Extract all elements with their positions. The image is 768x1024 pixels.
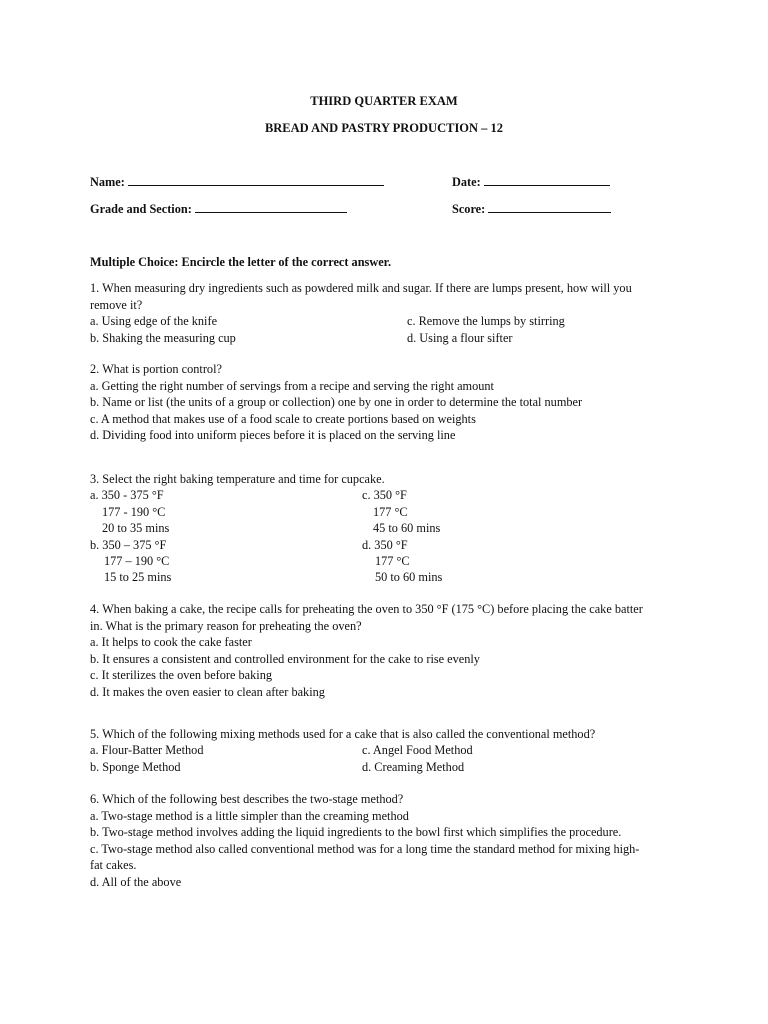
q3-option-b-time: 15 to 25 mins [104,570,172,584]
q3-option-c-time: 45 to 60 mins [373,521,441,535]
q5-option-b: b. Sponge Method [90,760,181,774]
question-5-text: 5. Which of the following mixing methods used for a cake that is also called the conventional method? [90,727,596,741]
instructions: Multiple Choice: Encircle the letter of the correct answer. [90,255,392,269]
question-1-text-line1: 1. When measuring dry ingredients such as powdered milk and sugar. If there are lumps present, how will you [90,281,632,295]
score-field [452,202,611,217]
q4-option-a: a. It helps to cook the cake faster [90,635,252,649]
q6-option-d: d. All of the above [90,874,182,889]
question-1-text-line2: remove it? [90,297,143,312]
q3-option-a-fahrenheit: a. 350 - 375 °F [90,488,164,502]
q1-option-c: c. Remove the lumps by stirring [407,314,565,328]
q5-option-c: c. Angel Food Method [362,743,473,757]
question-1 [90,280,690,313]
question-4-text-line2: in. What is the primary reason for preheating the oven? [90,618,362,633]
exam-title: THIRD QUARTER EXAM [310,94,458,108]
question-3-text: 3. Select the right baking temperature and time for cupcake. [90,472,385,486]
score-label: Score: [452,202,486,216]
q3-option-a-celsius: 177 - 190 °C [102,505,166,519]
q3-option-a-time: 20 to 35 mins [102,521,170,535]
q4-option-c: c. It sterilizes the oven before baking [90,668,272,682]
score-blank [488,202,611,213]
date-field [452,175,610,190]
q6-option-b: b. Two-stage method involves adding the liquid ingredients to the bowl first which simplifies the procedure. [90,825,622,839]
name-field [90,175,384,190]
q5-option-a: a. Flour-Batter Method [90,743,204,757]
grade-section-blank [195,202,347,213]
q2-option-c: c. A method that makes use of a food scale to create portions based on weights [90,411,476,426]
name-label: Name: [90,175,125,189]
q3-option-b-celsius: 177 – 190 °C [104,554,170,568]
q6-option-c-line1: c. Two-stage method also called conventional method was for a long time the standard method for mixing high- [90,841,640,856]
q1-option-b: b. Shaking the measuring cup [90,331,236,345]
q6-option-a: a. Two-stage method is a little simpler than the creaming method [90,808,409,823]
q3-option-c-celsius: 177 °C [373,505,408,519]
q3-option-d-celsius: 177 °C [375,554,410,568]
question-2-text: 2. What is portion control? [90,362,222,376]
q3-option-b-fahrenheit: b. 350 – 375 °F [90,538,167,552]
q2-option-b: b. Name or list (the units of a group or collection) one by one in order to determine the total number [90,395,583,409]
q4-option-d: d. It makes the oven easier to clean after baking [90,684,325,699]
question-6-text: 6. Which of the following best describes the two-stage method? [90,792,404,806]
grade-section-label: Grade and Section: [90,202,192,216]
q2-option-a: a. Getting the right number of servings from a recipe and serving the right amount [90,378,494,393]
exam-subject: BREAD AND PASTRY PRODUCTION – 12 [264,121,504,135]
question-4-text-line1: 4. When baking a cake, the recipe calls for preheating the oven to 350 °F (175 °C) before placing the cake batter [90,602,643,616]
q5-option-d: d. Creaming Method [362,760,465,774]
q2-option-d: d. Dividing food into uniform pieces before it is placed on the serving line [90,428,456,442]
q3-option-d-fahrenheit: d. 350 °F [362,538,408,552]
question-4 [90,601,690,700]
question-6 [90,791,690,890]
q3-option-c-fahrenheit: c. 350 °F [362,488,407,502]
q1-option-a: a. Using edge of the knife [90,314,218,328]
q4-option-b: b. It ensures a consistent and controlled environment for the cake to rise evenly [90,651,480,666]
date-blank [484,175,610,186]
date-label: Date: [452,175,481,189]
question-2 [90,361,690,444]
q6-option-c-line2: fat cakes. [90,858,137,872]
grade-section-field [90,202,347,217]
name-blank [128,175,384,186]
q1-option-d: d. Using a flour sifter [407,331,513,345]
q3-option-d-time: 50 to 60 mins [375,570,443,584]
